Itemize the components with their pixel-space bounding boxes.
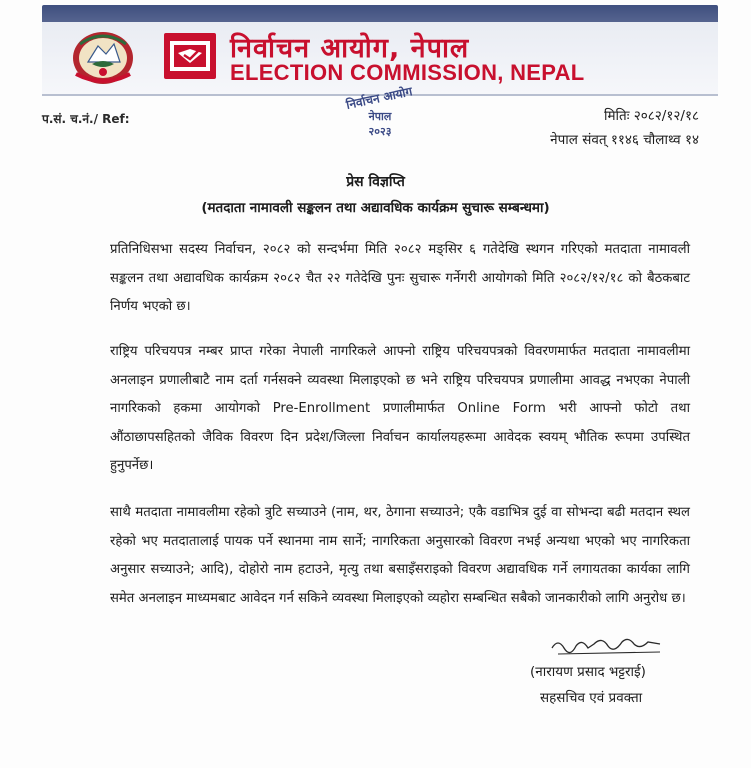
body-paragraph: साथै मतदाता नामावलीमा रहेको त्रुटि सच्याउने (नाम, थर, ठेगाना सच्याउने; एकै वडाभित्र दुई वा सोभन्दा बढी मतदान स्थल रहेको भए मतदातालाई पायक पर्ने स्थानमा नाम सार्ने; नागरिकता अनुसारको विवरण नभई अन्यथा भएको भए नागरिकता अनुसार सच्याउने; आदि), दोहोरो नाम हटाउने, मृत्यु तथा बसाइँसराइको विवरण अद्यावधिक गर्ने लगायतका कार्यका लागि समेत अनलाइन माध्यमबाट आवेदन गर्न सकिने व्यवस्था मिलाइएको व्यहोरा सम्बन्धित सबैको जानकारीको लागि अनुरोध छ। [110, 505, 690, 606]
date-block [550, 104, 699, 152]
date-bs: मितिः २०८२/१२/१८ [603, 108, 699, 124]
nepal-emblem-icon [70, 28, 136, 86]
org-name-nepali: निर्वाचन आयोग, नेपाल [230, 33, 470, 64]
svg-text:२०२३: २०२३ [368, 125, 392, 138]
body-paragraph: राष्ट्रिय परिचयपत्र नम्बर प्राप्त गरेका नेपाली नागरिकले आफ्नो राष्ट्रिय परिचयपत्रको विवरणमार्फत मतदाता नामावलीमा अनलाइन प्रणालीबाटै नाम दर्ता गर्नसक्ने व्यवस्था मिलाइएको छ भने राष्ट्रिय परिचयपत्र प्रणालीमा आवद्ध नभएका नेपाली नागरिकको हकमा आयोगको Pre-Enrollment प्रणालीमार्फत Online Form भरी आफ्नो फोटो तथा औंठाछापसहितको जैविक विवरण दिन प्रदेश/जिल्ला निर्वाचन कार्यालयहरूमा आवेदक स्वयम् भौतिक रूपमा उपस्थित हुनुपर्नेछ। [110, 344, 690, 473]
body-paragraph: प्रतिनिधिसभा सदस्य निर्वाचन, २०८२ को सन्दर्भमा मिति २०८२ मङ्सिर ६ गतेदेखि स्थगन गरिएको मतदाता नामावली सङ्कलन तथा अद्यावधिक कार्यक्रम २०८२ चैत २२ गतेदेखि पुनः सुचारू गर्नेगरी आयोगको मिति २०८२/१२/१८ को बैठकबाट निर्णय भएको छ। [110, 242, 690, 314]
official-seal-stamp [340, 40, 420, 140]
election-commission-logo [164, 33, 216, 79]
ballot-box-icon [164, 33, 216, 79]
handwritten-signature [548, 634, 668, 662]
document-title: प्रेस विज्ञप्ति [346, 174, 405, 190]
org-name-english: ELECTION COMMISSION, NEPAL [230, 60, 585, 85]
reference-number-label: प.सं. च.नं./ Ref: [42, 112, 130, 126]
document-subtitle: (मतदाता नामावली सङ्कलन तथा अद्यावधिक कार्यक्रम सुचारू सम्बन्धमा) [201, 200, 550, 216]
signatory-designation: सहसचिव एवं प्रवक्ता [540, 690, 643, 706]
svg-text:नेपाल: नेपाल [368, 110, 392, 123]
svg-text:निर्वाचन आयोग: निर्वाचन आयोग [344, 84, 414, 112]
date-nepal-sambat: नेपाल संवत् ११४६ चौलाथ्व १४ [550, 132, 699, 148]
signatory-name: (नारायण प्रसाद भट्टराई) [530, 664, 646, 680]
